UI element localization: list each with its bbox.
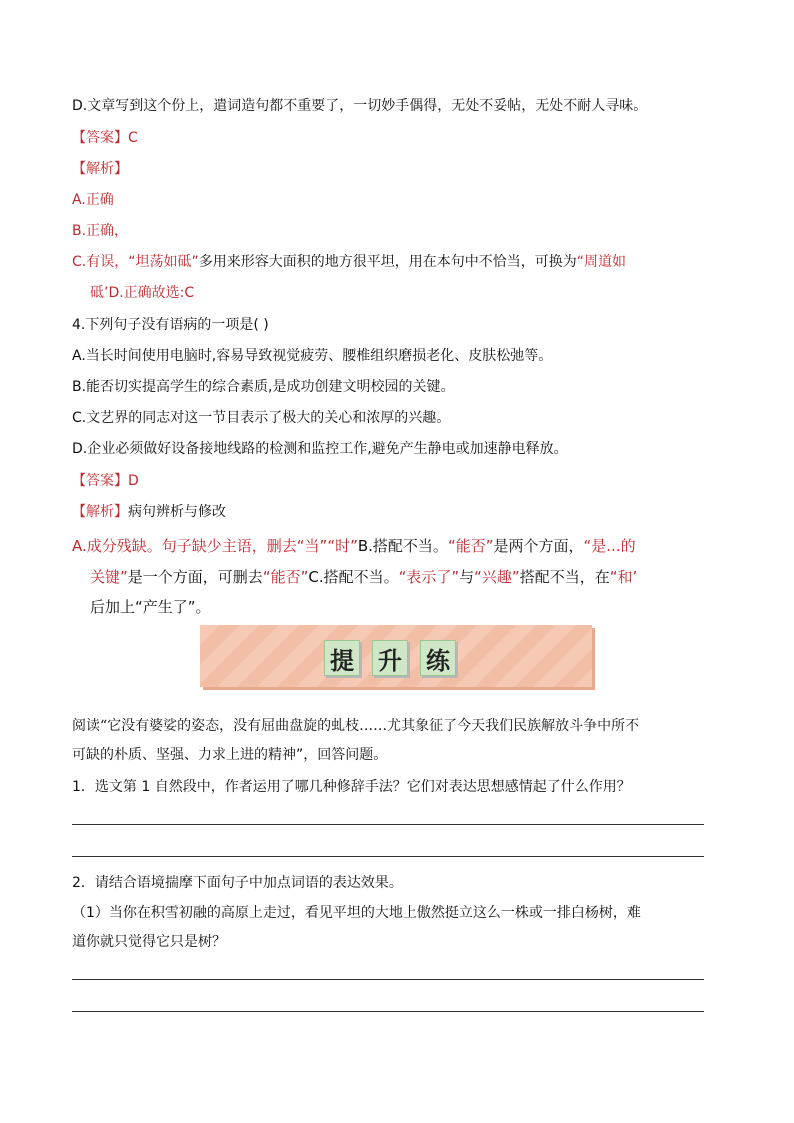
answer-line[interactable] [72,824,704,825]
reading-intro-line2: 可缺的朴质、坚强、力求上进的精神”，回答问题。 [72,747,388,763]
reading-question-2-1-line2: 道你就只觉得它只是树？ [72,934,226,950]
q4-answer [72,470,139,492]
q4-stem: 4.下列句子没有语病的一项是( ) [72,317,269,333]
answer-value: D [128,473,139,489]
ex-quote: “是...的 [583,537,636,555]
q3-analysis-a: A.正确 [72,192,114,208]
banner-char: 练 [420,640,456,676]
ex-text: B.搭配不当。 [357,537,448,555]
q4-explanation-line2 [90,566,637,588]
q3-analysis-b: B.正确， [72,223,129,239]
ex-text: 搭配不当，在 [519,568,610,586]
banner-char: 升 [372,640,408,676]
section-banner-title [324,640,456,676]
q3-analysis-c [72,251,626,273]
answer-line[interactable] [72,1011,704,1012]
q4-option-c: C.文艺界的同志对这一节目表示了极大的关心和浓厚的兴趣。 [72,410,451,426]
q4-explanation-line1 [72,535,636,557]
ex-text: C.搭配不当。 [308,568,399,586]
q4-option-d: D.企业必须做好设备接地线路的检测和监控工作,避免产生静电或加速静电释放。 [72,441,568,457]
ex-quote: “能否” [262,568,309,586]
answer-value: C [128,130,138,146]
q4-analysis-header [72,501,226,523]
ex-text: 是一个方面，可删去 [127,568,263,586]
ex-quote: “能否” [447,537,494,555]
analysis-title: 病句辨析与修改 [128,504,226,520]
ex-quote: “表示了” [398,568,460,586]
answer-label: 【答案】 [72,130,128,146]
reading-question-1: 1．选文第 1 自然段中，作者运用了哪几种修辞手法？它们对表达思想感情起了什么作用？ [72,779,631,795]
q3-c-mid: 多用来形容大面积的地方很平坦，用在本句中不恰当，可换为 [198,254,577,270]
q4-option-b: B.能否切实提高学生的综合素质,是成功创建文明校园的关键。 [72,379,455,395]
analysis-label: 【解析】 [72,161,128,177]
answer-label: 【答案】 [72,473,128,489]
q3-analysis-c-line2: 砥’D.正确故选:C [90,285,195,301]
q3-option-d: D.文章写到这个份上，遣词造句都不重要了，一切妙手偶得，无处不妥帖，无处不耐人寻味。 [72,98,648,114]
ex-quote: “和’ [609,568,638,586]
q4-option-a: A.当长时间使用电脑时,容易导致视觉疲劳、腰椎组织磨损老化、皮肤松弛等。 [72,348,553,364]
ex-text: A.成分残缺。句子缺少主语，删去 [72,537,297,555]
answer-line[interactable] [72,979,704,980]
q3-answer [72,127,138,149]
ex-text: 是两个方面， [493,537,584,555]
ex-quote: 关键” [90,568,128,586]
ex-text: 与 [459,568,475,586]
reading-question-2-1-line1: （1）当你在积雪初融的高原上走过，看见平坦的大地上傲然挺立这么一株或一排白杨树，难 [72,905,641,921]
q3-analysis-label [72,158,128,180]
q3-c-quote2: “周道如 [576,254,627,270]
banner-char: 提 [324,640,360,676]
q4-explanation-line3: 后加上“产生了”。 [90,598,211,616]
ex-quote: “兴趣” [474,568,520,586]
ex-quote: “当”“时” [296,537,358,555]
q3-c-quote: “坦荡如砥” [128,254,199,270]
reading-intro-line1: 阅读“它没有婆娑的姿态，没有屈曲盘旋的虬枝……尤其象征了今天我们民族解放斗争中所不 [72,718,640,734]
reading-question-2: 2．请结合语境揣摩下面句子中加点词语的表达效果。 [72,875,403,891]
analysis-label: 【解析】 [72,504,128,520]
answer-line[interactable] [72,856,704,857]
q3-c-prefix: C.有误， [72,254,129,270]
